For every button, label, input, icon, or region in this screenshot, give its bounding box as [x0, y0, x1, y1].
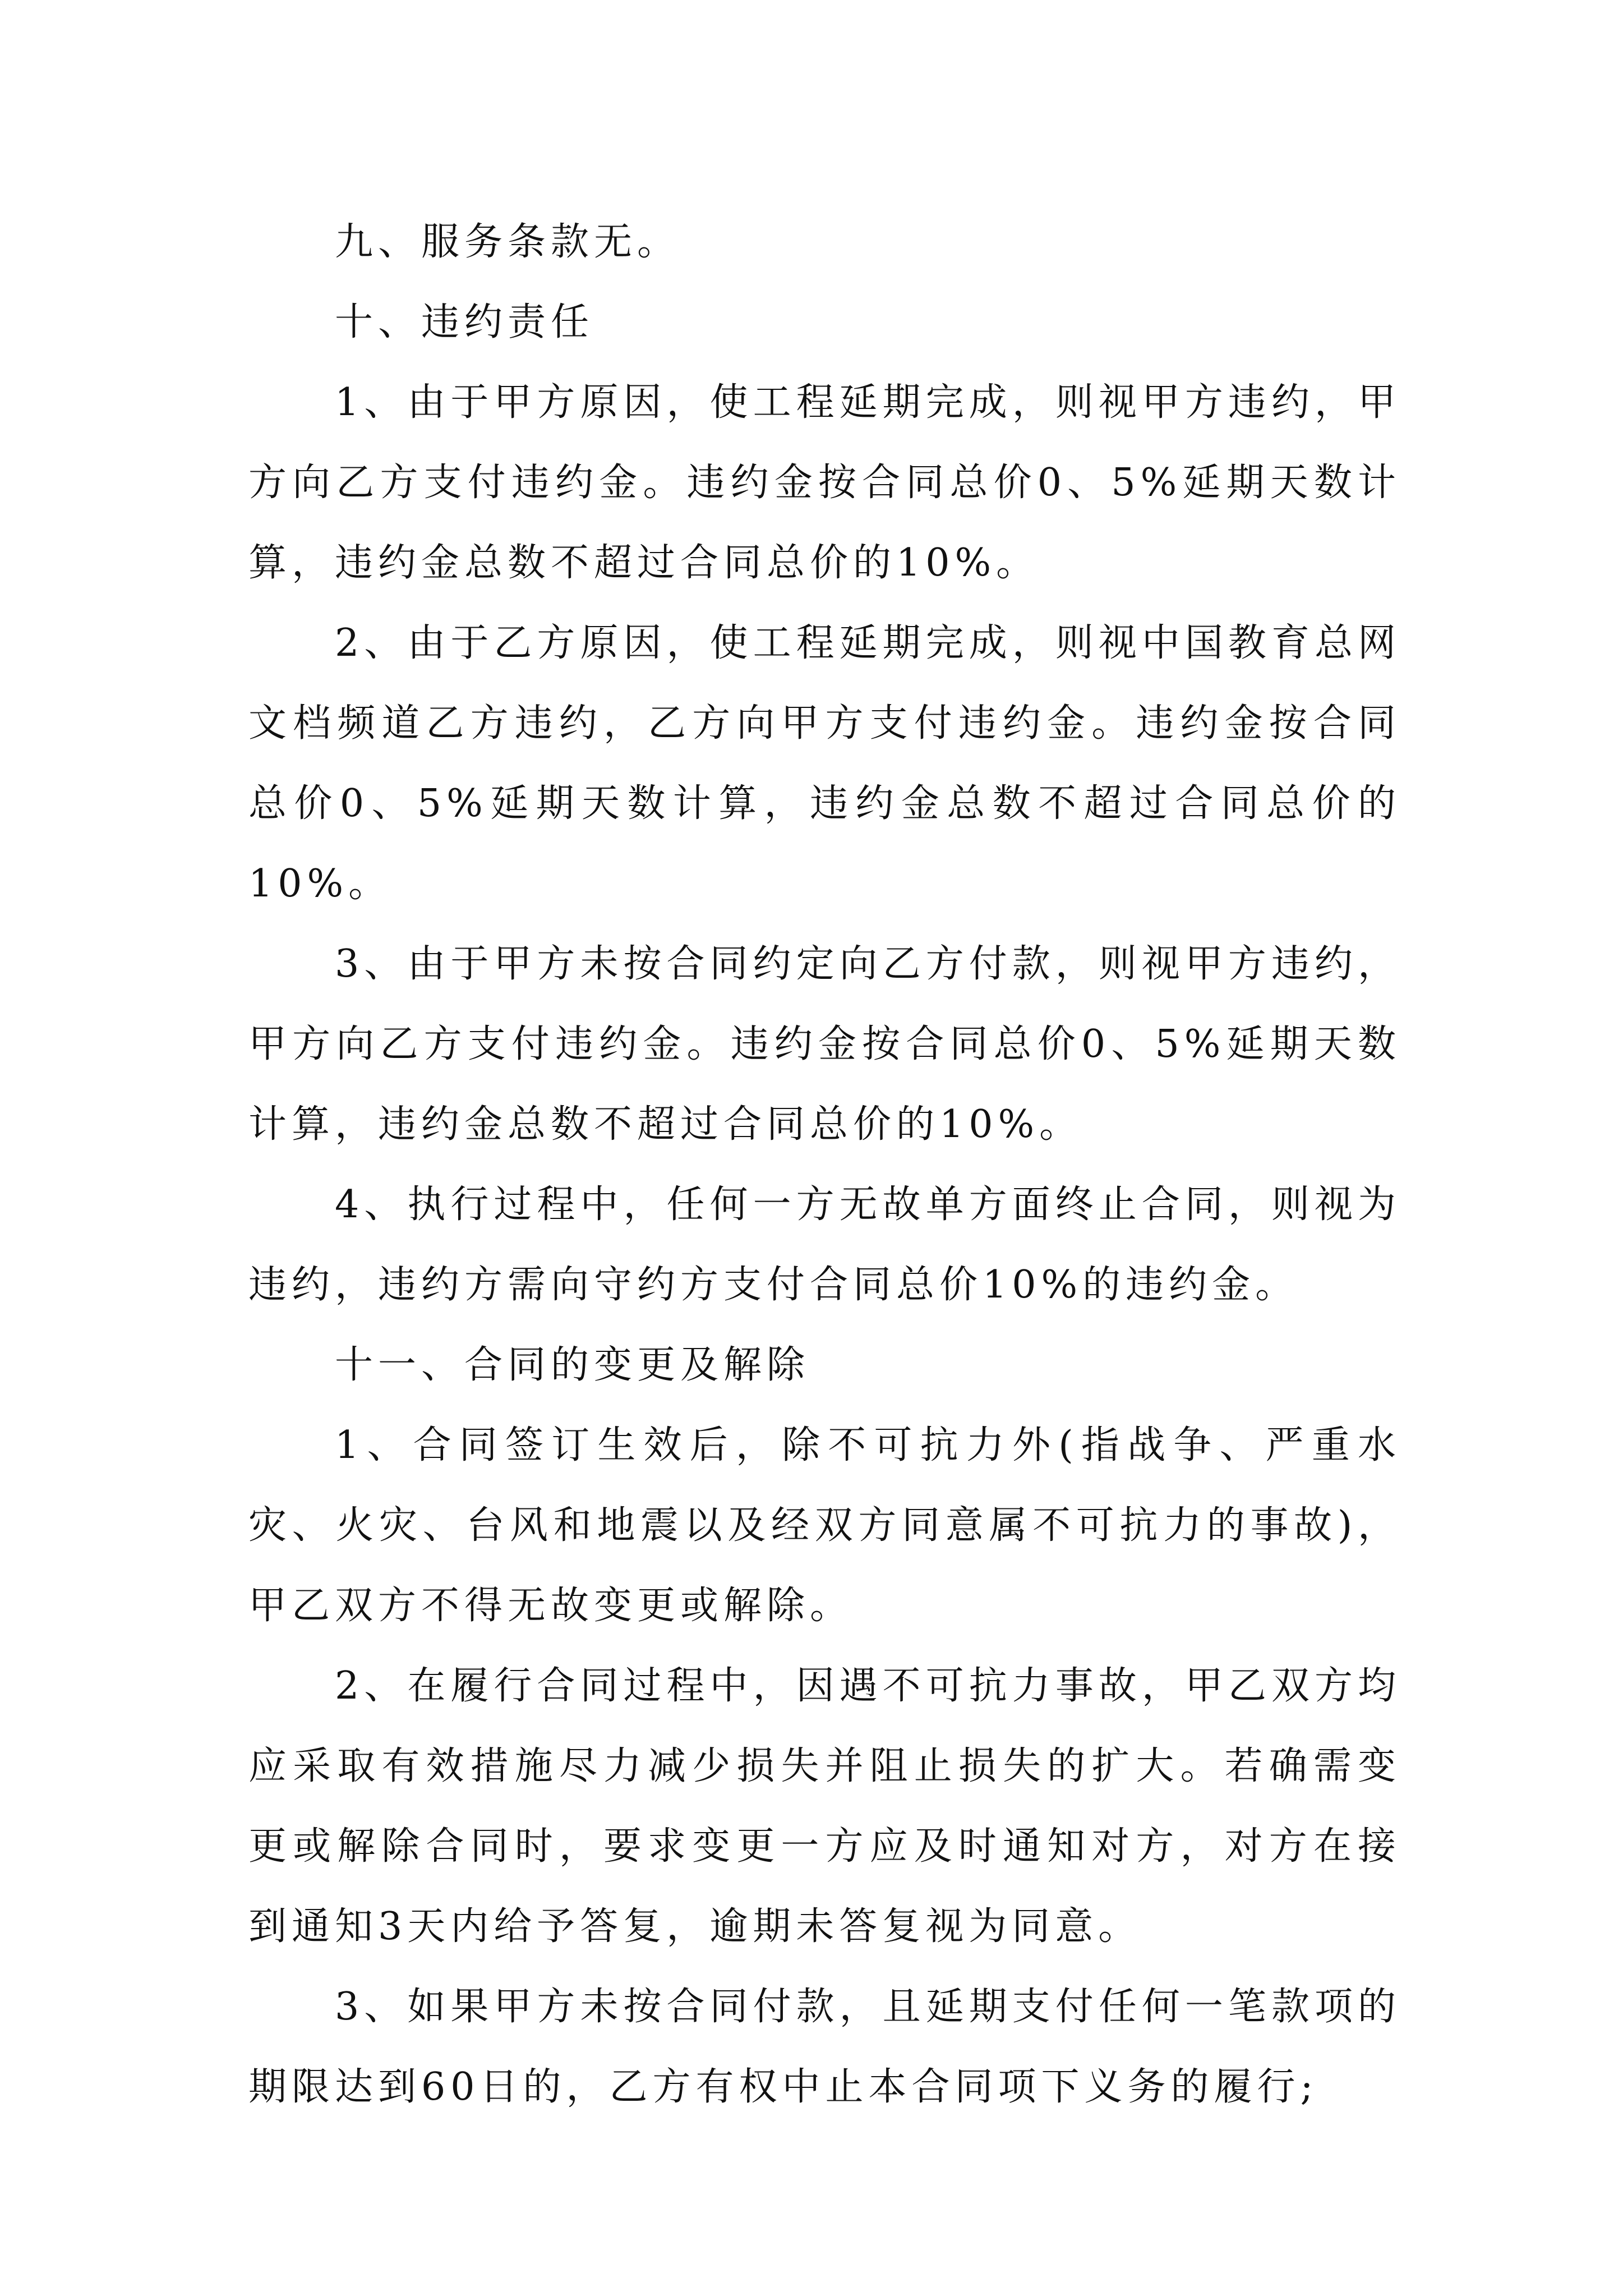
clause-breach-2: 2、由于乙方原因，使工程延期完成，则视中国教育总网文档频道乙方违约，乙方向甲方支付违约金。违约金按合同总价0、5%延期天数计算，违约金总数不超过合同总价的10%。 — [248, 621, 1401, 906]
clause-change-3: 3、如果甲方未按合同付款，且延期支付任何一笔款项的期限达到60日的，乙方有权中止本合同项下义务的履行; — [248, 1985, 1401, 2109]
clause-breach-4: 4、执行过程中，任何一方无故单方面终止合同，则视为违约，违约方需向守约方支付合同总价10%的违约金。 — [248, 1182, 1401, 1307]
heading-change-termination: 十一、合同的变更及解除 — [335, 1343, 810, 1387]
document-body — [248, 202, 1401, 2127]
heading-breach-liability: 十、违约责任 — [335, 300, 594, 344]
clause-breach-1: 1、由于甲方原因，使工程延期完成，则视甲方违约，甲方向乙方支付违约金。违约金按合同总价0、5%延期天数计算，违约金总数不超过合同总价的10%。 — [248, 380, 1401, 585]
heading-service-terms: 九、服务条款无。 — [335, 220, 681, 264]
clause-change-2: 2、在履行合同过程中，因遇不可抗力事故，甲乙双方均应采取有效措施尽力减少损失并阻止损失的扩大。若确需变更或解除合同时，要求变更一方应及时通知对方，对方在接到通知3天内给予答复，逾期未答复视为同意。 — [248, 1664, 1401, 1949]
clause-breach-3: 3、由于甲方未按合同约定向乙方付款，则视甲方违约，甲方向乙方支付违约金。违约金按合同总价0、5%延期天数计算，违约金总数不超过合同总价的10%。 — [248, 942, 1401, 1147]
clause-change-1: 1、合同签订生效后，除不可抗力外(指战争、严重水灾、火灾、台风和地震以及经双方同意属不可抗力的事故)，甲乙双方不得无故变更或解除。 — [248, 1423, 1401, 1628]
